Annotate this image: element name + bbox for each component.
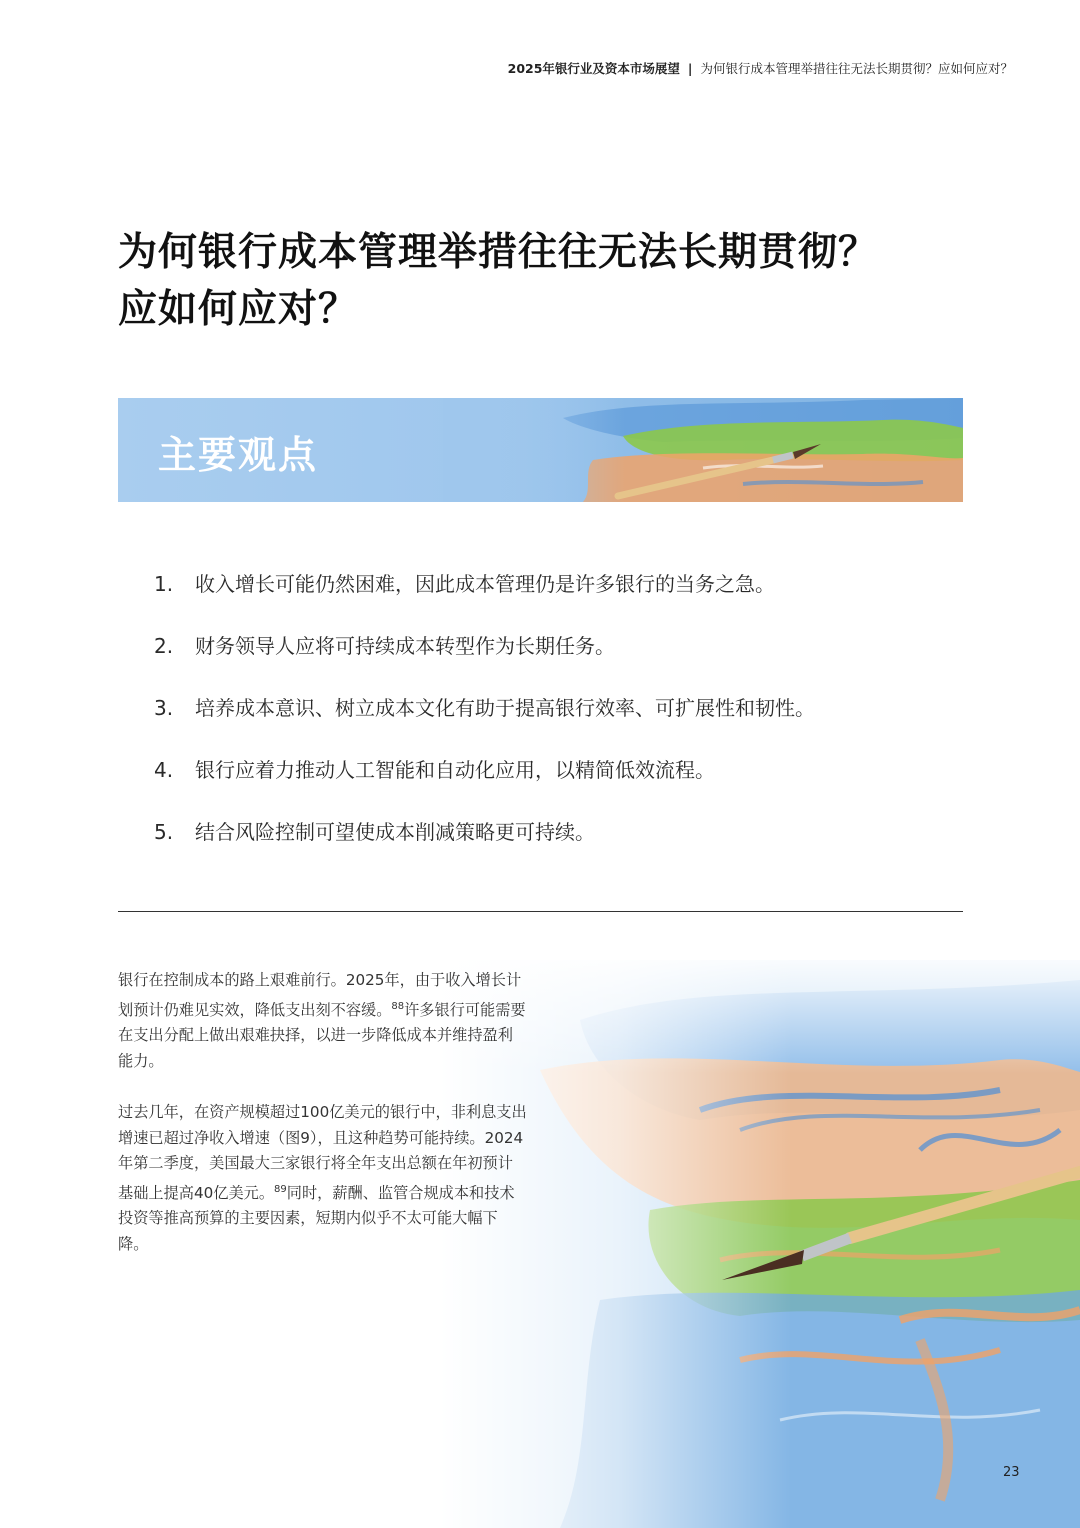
paint-background-illustration xyxy=(440,960,1080,1528)
list-item-number: 3. xyxy=(154,696,174,720)
header-publication: 2025年银行业及资本市场展望 xyxy=(507,61,680,76)
list-item xyxy=(154,754,815,816)
paragraph xyxy=(118,968,528,1074)
paragraph-text: 银行在控制成本的路上艰难前行。2025年，由于收入增长计划预计仍难见实效，降低支出刻不容缓。 xyxy=(118,971,522,1019)
paragraph-text: 许多银行可能需要在支出分配上做出艰难抉择，以进一步降低成本并维持盈利能力。 xyxy=(118,1000,526,1070)
page-title xyxy=(118,224,978,338)
footnote-ref: 88 xyxy=(391,1000,405,1012)
paragraph-text: 过去几年，在资产规模超过100亿美元的银行中，非利息支出增速已超过净收入增速（图9），且这种趋势可能持续。2024年第二季度，美国最大三家银行将全年支出总额在年初预计基础上提高40亿美元。 xyxy=(118,1103,527,1202)
list-item xyxy=(154,568,815,630)
paragraph xyxy=(118,1100,528,1257)
list-item-text: 培养成本意识、树立成本文化有助于提高银行效率、可扩展性和韧性。 xyxy=(195,696,815,720)
list-item-number: 2. xyxy=(154,634,174,658)
paragraph-text: 同时，薪酬、监管合规成本和技术投资等推高预算的主要因素，短期内似乎不太可能大幅下降。 xyxy=(118,1183,515,1253)
footnote-ref: 89 xyxy=(274,1183,287,1195)
page-number: 23 xyxy=(1003,1465,1020,1480)
body-text xyxy=(118,968,528,1283)
header-separator: | xyxy=(687,61,693,76)
list-item-number: 5. xyxy=(154,820,174,844)
list-item-number: 4. xyxy=(154,758,174,782)
list-item-text: 结合风险控制可望使成本削减策略更可持续。 xyxy=(195,820,595,844)
page-title-line2: 应如何应对？ xyxy=(118,287,359,332)
list-item-number: 1. xyxy=(154,572,174,596)
key-points-list xyxy=(154,568,815,878)
list-item xyxy=(154,816,815,878)
paintbrush-illustration xyxy=(443,398,963,502)
list-item xyxy=(154,692,815,754)
key-points-banner xyxy=(118,398,963,502)
running-header xyxy=(508,59,1013,77)
list-item-text: 收入增长可能仍然困难，因此成本管理仍是许多银行的当务之急。 xyxy=(195,572,775,596)
banner-label: 主要观点 xyxy=(158,433,319,477)
section-divider xyxy=(118,911,963,912)
header-section: 为何银行成本管理举措往往无法长期贯彻？应如何应对？ xyxy=(700,61,1013,76)
page-title-line1: 为何银行成本管理举措往往无法长期贯彻？ xyxy=(118,230,879,275)
list-item-text: 银行应着力推动人工智能和自动化应用，以精简低效流程。 xyxy=(195,758,715,782)
list-item xyxy=(154,630,815,692)
list-item-text: 财务领导人应将可持续成本转型作为长期任务。 xyxy=(195,634,615,658)
